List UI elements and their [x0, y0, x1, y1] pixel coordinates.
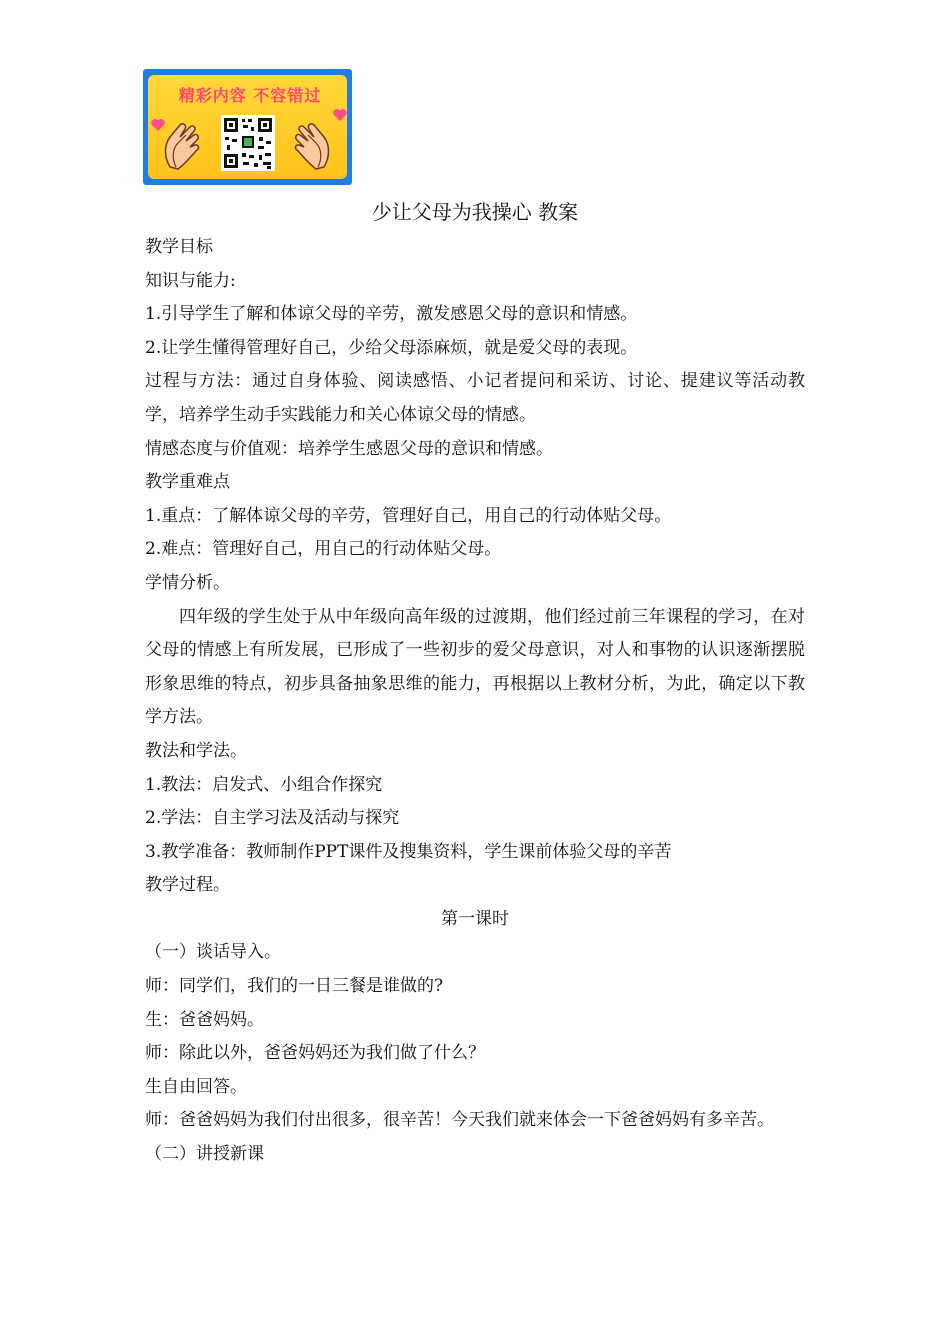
paragraph: 3.教学准备：教师制作PPT课件及搜集资料，学生课前体验父母的辛苦	[145, 841, 672, 862]
promo-banner-text: 精彩内容 不容错过	[178, 86, 322, 105]
document-title: 少让父母为我操心 教案	[371, 200, 579, 224]
paragraph: 师：除此以外，爸爸妈妈还为我们做了什么？	[145, 1043, 485, 1064]
clapping-hands-icon	[160, 117, 206, 171]
paragraph: 师：同学们，我们的一日三餐是谁做的?	[145, 976, 444, 997]
paragraph: 教学目标	[145, 237, 213, 257]
paragraph: 生自由回答。	[145, 1076, 247, 1097]
section-heading: 第一课时	[441, 908, 509, 929]
promo-banner[interactable]	[143, 69, 352, 185]
paragraph: 学情分析。	[145, 572, 230, 593]
paragraph: 教学重难点	[145, 472, 230, 493]
paragraph: （二）讲授新课	[145, 1144, 264, 1165]
clapping-hands-icon	[288, 117, 334, 171]
paragraph: 1.教法：启发式、小组合作探究	[145, 774, 383, 795]
paragraph: 知识与能力:	[145, 270, 236, 291]
paragraph: 四年级的学生处于从中年级向高年级的过渡期，他们经过前三年课程的学习，在对父母的情感上有所发展，已形成了一些初步的爱父母意识，对人和事物的认识逐渐摆脱形象思维的特点，初步具备抽象思维的能力，再根据以上教材分析，为此，确定以下教学方法。	[145, 606, 805, 728]
paragraph: 1.重点：了解体谅父母的辛劳，管理好自己，用自己的行动体贴父母。	[145, 505, 672, 526]
paragraph: 生：爸爸妈妈。	[145, 1009, 264, 1030]
paragraph: 教法和学法。	[145, 740, 247, 761]
paragraph: 2.让学生懂得管理好自己，少给父母添麻烦，就是爱父母的表现。	[145, 337, 638, 358]
paragraph: 情感态度与价值观：培养学生感恩父母的意识和情感。	[145, 438, 553, 459]
paragraph: 2.学法：自主学习法及活动与探究	[145, 808, 400, 829]
heart-icon	[332, 107, 348, 123]
promo-banner-inner	[148, 75, 347, 179]
paragraph: 师：爸爸妈妈为我们付出很多，很辛苦！今天我们就来体会一下爸爸妈妈有多辛苦。	[145, 1110, 774, 1131]
paragraph: 1.引导学生了解和体谅父母的辛劳，激发感恩父母的意识和情感。	[145, 304, 638, 325]
paragraph: （一）谈话导入。	[145, 942, 281, 963]
paragraph-list	[145, 231, 805, 1172]
paragraph: 过程与方法：通过自身体验、阅读感悟、小记者提问和采访、讨论、提建议等活动教学，培养学生动手实践能力和关心体谅父母的情感。	[145, 371, 805, 425]
document-body	[145, 197, 805, 1172]
paragraph: 教学过程。	[145, 875, 230, 896]
paragraph: 2.难点：管理好自己，用自己的行动体贴父母。	[145, 539, 502, 560]
qr-code-icon[interactable]	[221, 115, 275, 171]
